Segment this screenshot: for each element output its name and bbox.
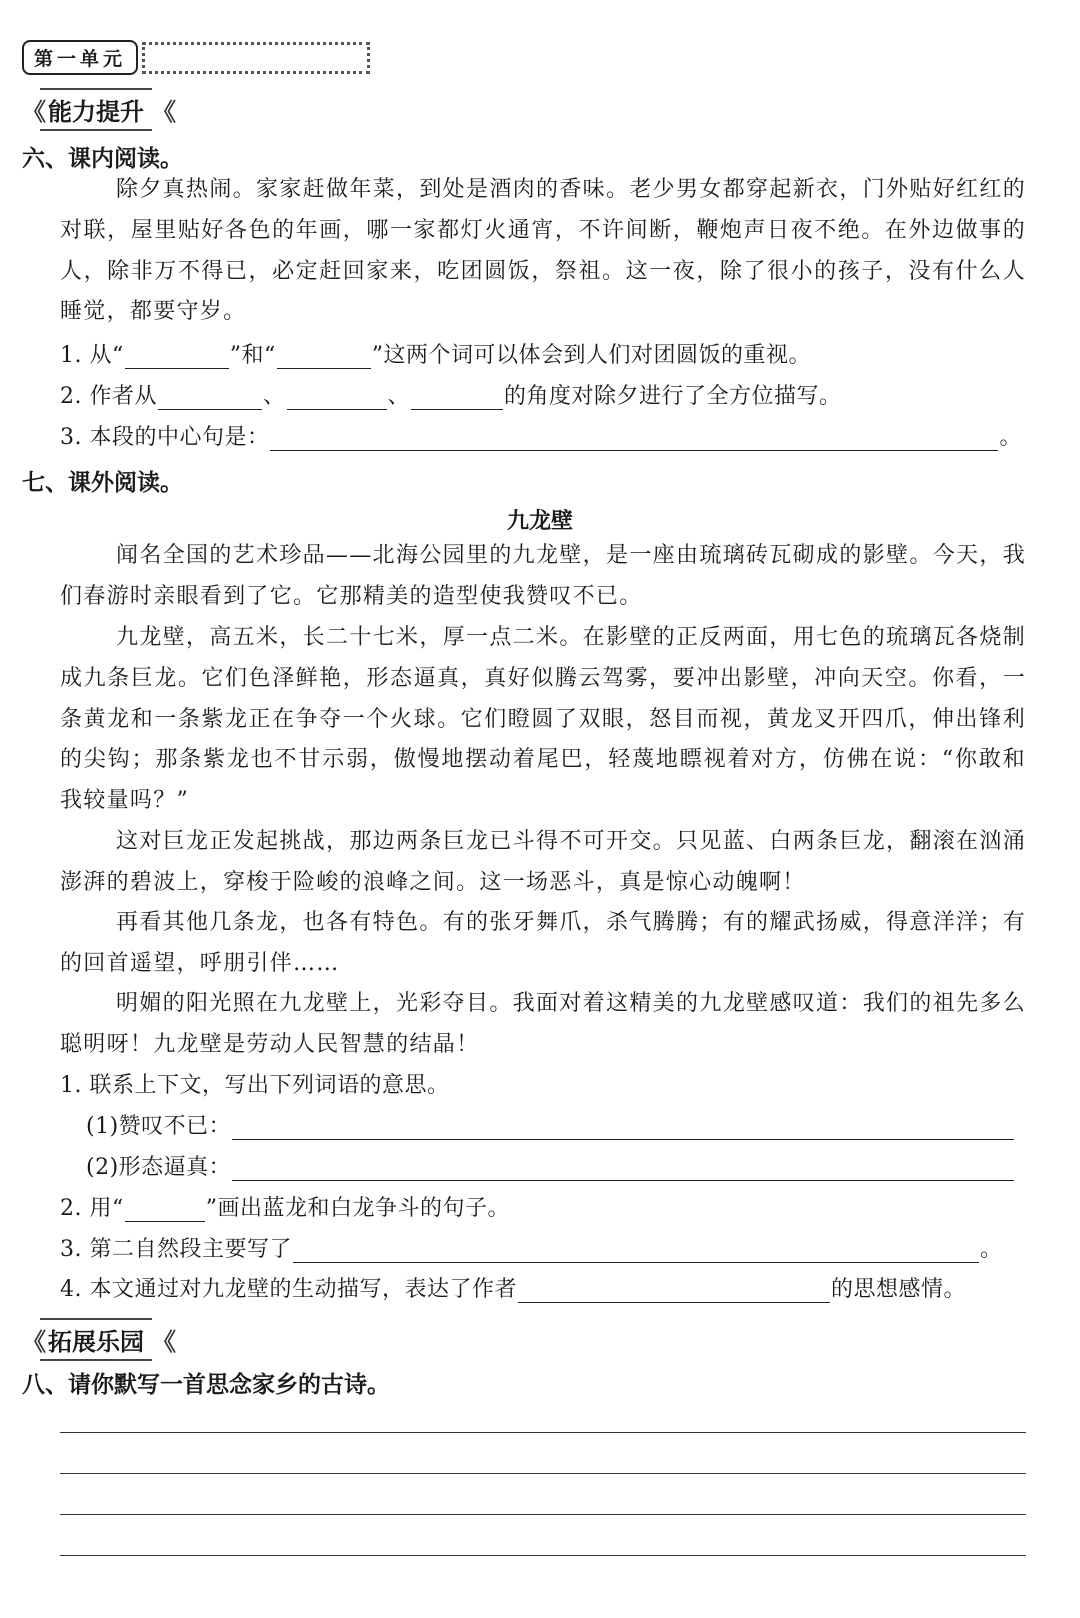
writing-line[interactable]	[60, 1514, 1026, 1515]
q-text: 、	[387, 384, 411, 409]
question-7-1	[60, 1068, 450, 1099]
answer-blank[interactable]	[125, 344, 229, 369]
q-text: 3. 本段的中心句是：	[60, 425, 270, 450]
q-text: 3. 第二自然段主要写了	[60, 1237, 292, 1262]
answer-blank[interactable]	[287, 385, 387, 410]
answer-blank[interactable]	[125, 1197, 205, 1222]
unit-label: 第一单元	[22, 40, 138, 75]
q-text: 。	[979, 1237, 1003, 1262]
chevron-double-left-icon: 《	[152, 98, 170, 126]
q-text: 2. 作者从	[60, 384, 157, 409]
q-text: 。	[999, 425, 1022, 450]
answer-blank[interactable]	[293, 1238, 979, 1263]
question-6-3	[60, 420, 1022, 451]
answer-blank[interactable]	[270, 426, 998, 451]
question-7-1-1	[86, 1109, 1015, 1140]
q-text: 、	[262, 384, 286, 409]
unit-header	[22, 40, 370, 75]
q-text: 1. 从“	[60, 343, 124, 368]
chevron-double-left-icon: 《	[152, 1328, 170, 1356]
q-text: 的角度对除夕进行了全方位描写。	[504, 384, 842, 409]
answer-blank[interactable]	[232, 1115, 1014, 1140]
q-text: 的思想感情。	[831, 1277, 967, 1302]
q-text: ”这两个词可以体会到人们对团圆饭的重视。	[371, 343, 811, 368]
article-paragraph-3: 这对巨龙正发起挑战，那边两条巨龙已斗得不可开交。只见蓝、白两条巨龙，翻滚在汹涌澎湃的碧波上，穿梭于险峻的浪峰之间。这一场恶斗，真是惊心动魄啊！	[60, 829, 1026, 895]
article-title: 九龙壁	[506, 509, 573, 534]
question-7-4	[60, 1272, 966, 1303]
banner-ability	[22, 88, 170, 131]
q-text: 1. 联系上下文，写出下列词语的意思。	[60, 1073, 450, 1098]
q-text: ”画出蓝龙和白龙争斗的句子。	[205, 1196, 510, 1221]
answer-blank[interactable]	[411, 385, 503, 410]
question-7-3	[60, 1232, 1003, 1263]
section-6-title: 六、课内阅读。	[22, 146, 183, 172]
banner-extension	[22, 1318, 170, 1361]
question-6-2	[60, 379, 842, 410]
answer-blank[interactable]	[277, 344, 371, 369]
answer-blank[interactable]	[232, 1156, 1014, 1181]
section-6-passage: 除夕真热闹。家家赶做年菜，到处是酒肉的香味。老少男女都穿起新衣，门外贴好红红的对联，屋里贴好各色的年画，哪一家都灯火通宵，不许间断，鞭炮声日夜不绝。在外边做事的人，除非万不得已，必定赶回家来，吃团圆饭，祭祖。这一夜，除了很小的孩子，没有什么人睡觉，都要守岁。	[60, 177, 1026, 325]
question-6-1	[60, 338, 811, 369]
banner-title: 能力提升	[40, 88, 152, 131]
dotted-decoration	[142, 42, 370, 74]
answer-blank[interactable]	[518, 1278, 830, 1303]
article-paragraph-5: 明媚的阳光照在九龙壁上，光彩夺目。我面对着这精美的九龙壁感叹道：我们的祖先多么聪明呀！九龙壁是劳动人民智慧的结晶！	[60, 991, 1026, 1057]
article-paragraph-4: 再看其他几条龙，也各有特色。有的张牙舞爪，杀气腾腾；有的耀武扬威，得意洋洋；有的回首遥望，呼朋引伴……	[60, 910, 1026, 976]
writing-line[interactable]	[60, 1473, 1026, 1474]
article-paragraph-1: 闻名全国的艺术珍品——北海公园里的九龙壁，是一座由琉璃砖瓦砌成的影壁。今天，我们春游时亲眼看到了它。它那精美的造型使我赞叹不已。	[60, 543, 1026, 609]
question-7-2	[60, 1191, 510, 1222]
section-8-title: 八、请你默写一首思念家乡的古诗。	[22, 1372, 390, 1398]
q-text: (2)形态逼真：	[86, 1155, 232, 1180]
chevron-left-icon: 《	[22, 98, 40, 126]
question-7-1-2	[86, 1150, 1015, 1181]
q-text: (1)赞叹不已：	[86, 1114, 232, 1139]
section-7-title: 七、课外阅读。	[22, 470, 183, 496]
q-text: 2. 用“	[60, 1196, 124, 1221]
answer-blank[interactable]	[158, 385, 262, 410]
q-text: 4. 本文通过对九龙壁的生动描写，表达了作者	[60, 1277, 517, 1302]
article-paragraph-2: 九龙壁，高五米，长二十七米，厚一点二米。在影壁的正反两面，用七色的琉璃瓦各烧制成九条巨龙。它们色泽鲜艳，形态逼真，真好似腾云驾雾，要冲出影壁，冲向天空。你看，一条黄龙和一条紫龙正在争夺一个火球。它们瞪圆了双眼，怒目而视，黄龙叉开四爪，伸出锋利的尖钩；那条紫龙也不甘示弱，傲慢地摆动着尾巴，轻蔑地瞟视着对方，仿佛在说：“你敢和我较量吗？”	[60, 625, 1026, 814]
q-text: ”和“	[229, 343, 276, 368]
chevron-left-icon: 《	[22, 1328, 40, 1356]
writing-line[interactable]	[60, 1555, 1026, 1556]
writing-line[interactable]	[60, 1432, 1026, 1433]
banner-title: 拓展乐园	[40, 1318, 152, 1361]
